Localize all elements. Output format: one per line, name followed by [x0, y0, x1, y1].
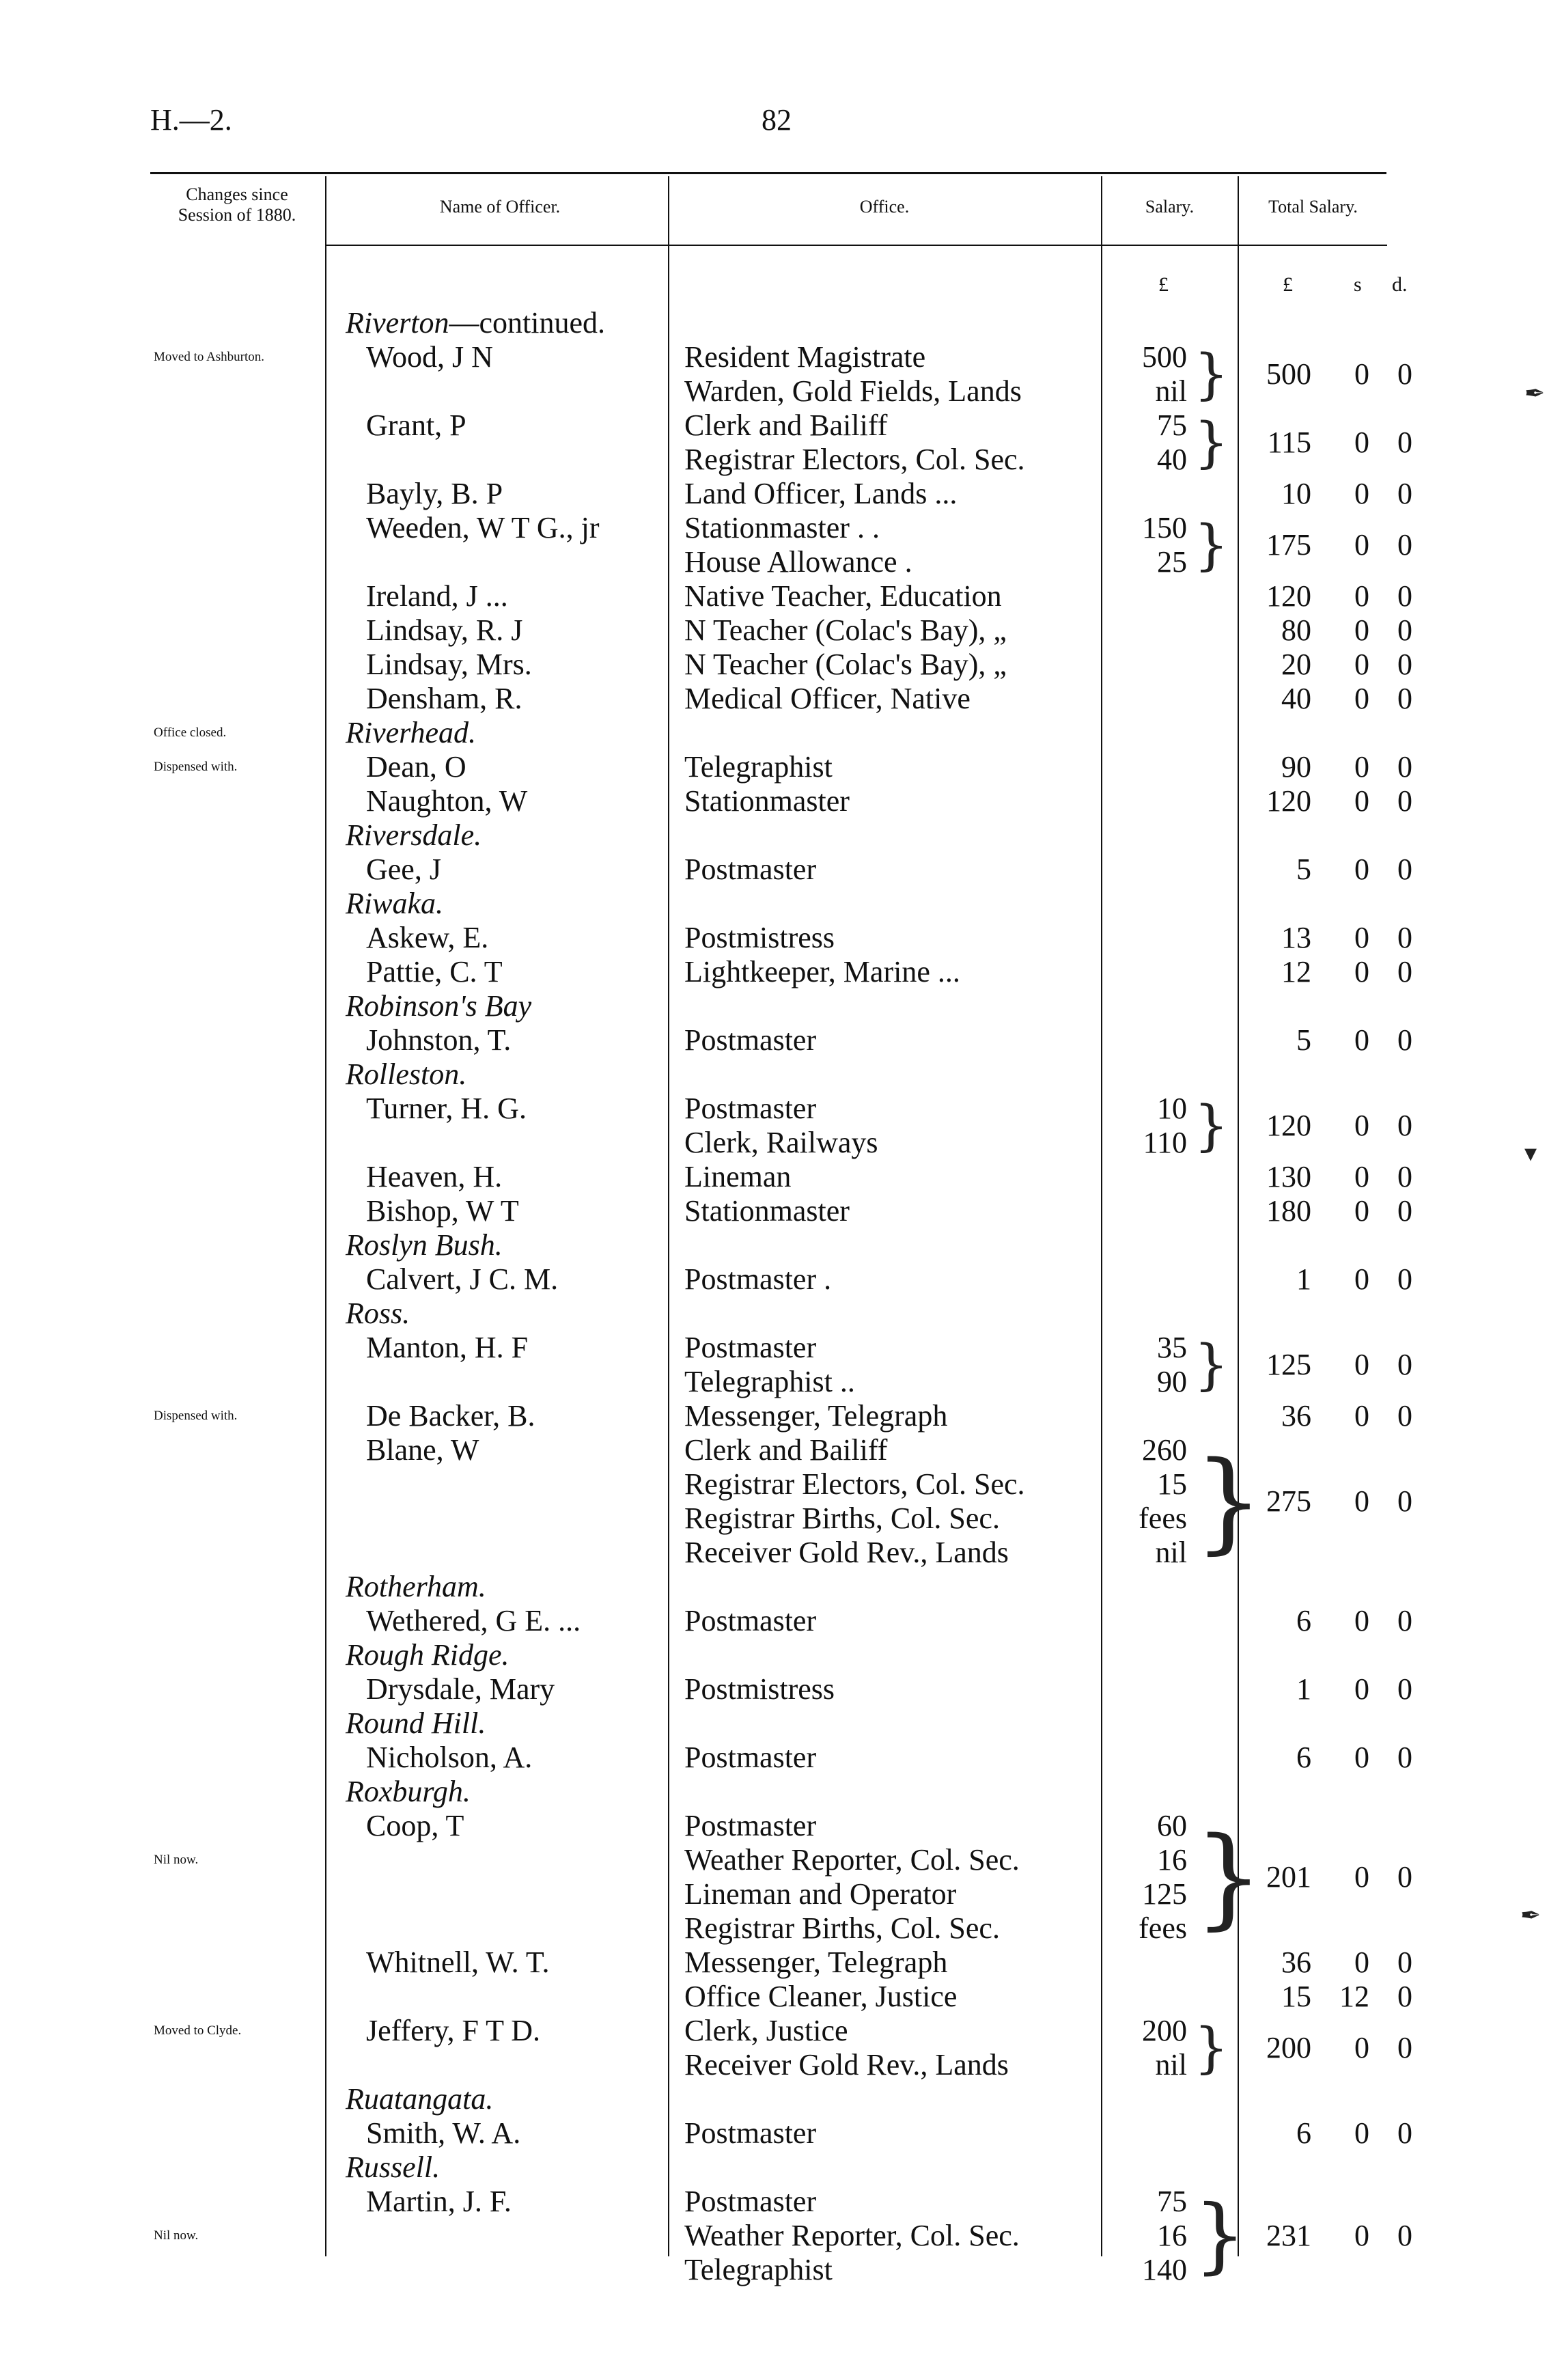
place-name: Ross.	[346, 1297, 410, 1330]
total-shillings: 0	[1354, 1348, 1369, 1381]
office-title: Postmaster	[684, 1741, 817, 1774]
office-title: Telegraphist ..	[684, 1365, 855, 1398]
total-pounds: 36	[1281, 1399, 1311, 1433]
total-pounds: 80	[1281, 613, 1311, 647]
salary-value: 16	[1157, 1843, 1187, 1877]
total-pounds: 20	[1281, 648, 1311, 681]
officer-name: Pattie, C. T	[366, 955, 503, 988]
total-pence: 0	[1397, 921, 1412, 954]
table-row	[0, 613, 1549, 648]
total-shillings: 12	[1339, 1980, 1369, 2013]
place-name: Roxburgh.	[346, 1775, 471, 1808]
salary-value: 16	[1157, 2219, 1187, 2252]
total-pounds: 5	[1296, 853, 1311, 886]
total-pence: 0	[1397, 682, 1412, 715]
officer-name: Manton, H. F	[366, 1331, 529, 1364]
total-pounds: 201	[1266, 1860, 1311, 1894]
office-title: Office Cleaner, Justice	[684, 1980, 958, 2013]
total-pence: 0	[1397, 648, 1412, 681]
change-note: Moved to Clyde.	[154, 2023, 242, 2038]
office-title: Stationmaster	[684, 784, 850, 818]
total-shillings: 0	[1354, 1672, 1369, 1706]
salary-value: 125	[1142, 1877, 1187, 1911]
officer-name: Dean, O	[366, 750, 466, 784]
total-pence: 0	[1397, 1194, 1412, 1228]
office-title: Warden, Gold Fields, Lands	[684, 374, 1022, 408]
table-row	[0, 306, 1549, 340]
place-name	[346, 306, 605, 340]
total-shillings: 0	[1354, 1946, 1369, 1979]
place-name: Robinson's Bay	[346, 989, 532, 1023]
officer-name: Ireland, J ...	[366, 579, 508, 613]
group-total-row	[0, 2219, 1549, 2253]
officer-name: Calvert, J C. M.	[366, 1262, 559, 1296]
salary-value: 200	[1142, 2014, 1187, 2047]
office-title: N Teacher (Colac's Bay), „	[684, 613, 1007, 647]
grouping-brace: }	[1194, 2016, 1229, 2079]
table-row	[0, 716, 1549, 750]
total-shillings: 0	[1354, 784, 1369, 818]
office-title: Postmistress	[684, 1672, 835, 1706]
total-pence: 0	[1397, 750, 1412, 784]
total-shillings: 0	[1354, 357, 1369, 391]
total-shillings: 0	[1354, 2219, 1369, 2252]
table-row	[0, 1775, 1549, 1809]
margin-mark: ✒	[1524, 380, 1546, 408]
place-name: Riversdale.	[346, 818, 482, 852]
total-shillings: 0	[1354, 1023, 1369, 1057]
table-row	[0, 1297, 1549, 1331]
grouping-brace: }	[1194, 1094, 1229, 1157]
col-name-header: Name of Officer.	[439, 197, 561, 217]
total-shillings: 0	[1354, 2031, 1369, 2064]
salary-value: fees	[1139, 1502, 1187, 1535]
total-pence: 0	[1397, 1484, 1412, 1518]
office-title: Clerk and Bailiff	[684, 1433, 888, 1467]
table-row	[0, 682, 1549, 716]
table-row	[0, 853, 1549, 887]
total-pence: 0	[1397, 579, 1412, 613]
office-title: Postmaster	[684, 2185, 817, 2218]
total-pounds: 12	[1281, 955, 1311, 988]
officer-name: Heaven, H.	[366, 1160, 503, 1193]
total-pence: 0	[1397, 528, 1412, 562]
grouping-brace: }	[1194, 1437, 1264, 1565]
total-pence: 0	[1397, 2031, 1412, 2064]
total-pence: 0	[1397, 426, 1412, 459]
office-title: Postmaster	[684, 1331, 817, 1364]
salary-value: 110	[1143, 1126, 1187, 1159]
col-total-header: Total Salary.	[1268, 197, 1358, 217]
table-row	[0, 1980, 1549, 2014]
total-shillings: 0	[1354, 1484, 1369, 1518]
group-total-row	[0, 528, 1549, 562]
office-title: Registrar Births, Col. Sec.	[684, 1502, 1000, 1535]
salary-value: 10	[1157, 1092, 1187, 1125]
table-row	[0, 2082, 1549, 2116]
total-pence: 0	[1397, 1109, 1412, 1142]
salary-value: 75	[1157, 409, 1187, 442]
office-title: Lineman and Operator	[684, 1877, 957, 1911]
officer-name: Askew, E.	[366, 921, 489, 954]
officer-name: Lindsay, R. J	[366, 613, 523, 647]
total-pounds: 6	[1296, 2116, 1311, 2150]
office-title: Weather Reporter, Col. Sec.	[684, 2219, 1020, 2252]
table-row	[0, 1638, 1549, 1672]
table-row	[0, 1399, 1549, 1433]
change-note: Dispensed with.	[154, 1409, 238, 1423]
officer-name: Coop, T	[366, 1809, 464, 1842]
officer-name: Johnston, T.	[366, 1023, 512, 1057]
table-row	[0, 1706, 1549, 1741]
table-row	[0, 1194, 1549, 1228]
continued-label: —continued.	[449, 306, 606, 340]
total-pounds: 6	[1296, 1604, 1311, 1637]
officer-name: Martin, J. F.	[366, 2185, 512, 2218]
office-title: Clerk, Railways	[684, 1126, 878, 1159]
total-pounds: 15	[1281, 1980, 1311, 2013]
grouping-brace: }	[1194, 1813, 1264, 1941]
officer-name: Jeffery, F T D.	[366, 2014, 541, 2047]
total-shillings: 0	[1354, 955, 1369, 988]
total-pounds: 1	[1296, 1262, 1311, 1296]
table-row	[0, 887, 1549, 921]
officer-name: Blane, W	[366, 1433, 479, 1467]
total-pounds: 175	[1266, 528, 1311, 562]
grouping-brace: }	[1194, 411, 1229, 474]
table-row	[0, 1570, 1549, 1604]
change-note: Nil now.	[154, 2228, 199, 2243]
salary-value: 75	[1157, 2185, 1187, 2218]
col-office-header: Office.	[859, 197, 910, 217]
total-pence: 0	[1397, 955, 1412, 988]
total-shillings: 0	[1354, 1604, 1369, 1637]
table-row	[0, 477, 1549, 511]
total-pence: 0	[1397, 1860, 1412, 1894]
office-title: Medical Officer, Native	[684, 682, 971, 715]
office-title: Telegraphist	[684, 2253, 833, 2286]
total-pence: 0	[1397, 1741, 1412, 1774]
total-pence: 0	[1397, 2116, 1412, 2150]
place-label: Riverton	[346, 306, 449, 340]
total-shillings: 0	[1354, 750, 1369, 784]
place-name: Rolleston.	[346, 1057, 467, 1091]
place-name: Roslyn Bush.	[346, 1228, 503, 1262]
table-row	[0, 1160, 1549, 1194]
total-shillings: 0	[1354, 2116, 1369, 2150]
officer-name: Wood, J N	[366, 340, 493, 374]
total-pence: 0	[1397, 613, 1412, 647]
total-shillings: 0	[1354, 921, 1369, 954]
salary-value: 25	[1157, 545, 1187, 579]
officer-name: Drysdale, Mary	[366, 1672, 555, 1706]
table-row	[0, 579, 1549, 613]
table-row	[0, 1262, 1549, 1297]
group-total-row	[0, 357, 1549, 391]
total-shillings: 0	[1354, 426, 1369, 459]
office-title: House Allowance .	[684, 545, 912, 579]
total-shillings: 0	[1354, 1399, 1369, 1433]
officer-name: Turner, H. G.	[366, 1092, 527, 1125]
office-title: Receiver Gold Rev., Lands	[684, 1536, 1009, 1569]
total-shillings: 0	[1354, 1741, 1369, 1774]
total-pence: 0	[1397, 784, 1412, 818]
officer-name: Weeden, W T G., jr	[366, 511, 600, 544]
document-code: H.—2.	[150, 103, 232, 137]
total-pence: 0	[1397, 1348, 1412, 1381]
salary-value: 500	[1142, 340, 1187, 374]
table-row	[0, 1228, 1549, 1262]
margin-mark: ✒	[1520, 1902, 1541, 1930]
office-title: Lineman	[684, 1160, 792, 1193]
salary-value: 35	[1157, 1331, 1187, 1364]
officer-name: Smith, W. A.	[366, 2116, 521, 2150]
officer-name: Bishop, W T	[366, 1194, 519, 1228]
place-name: Ruatangata.	[346, 2082, 494, 2116]
total-pounds: 180	[1266, 1194, 1311, 1228]
officer-name: Bayly, B. P	[366, 477, 503, 510]
office-title: Receiver Gold Rev., Lands	[684, 2048, 1009, 2081]
office-title: Postmaster	[684, 1092, 817, 1125]
col-salary-header: Salary.	[1145, 197, 1195, 217]
total-shillings-unit: s	[1354, 273, 1362, 296]
total-shillings: 0	[1354, 1262, 1369, 1296]
salary-value: 90	[1157, 1365, 1187, 1398]
place-name: Riwaka.	[346, 887, 443, 920]
salary-value: 260	[1142, 1433, 1187, 1467]
officer-name: Densham, R.	[366, 682, 522, 715]
group-total-row	[0, 1348, 1549, 1382]
total-pence: 0	[1397, 1946, 1412, 1979]
total-shillings: 0	[1354, 579, 1369, 613]
office-title: Postmaster .	[684, 1262, 832, 1296]
grouping-brace: }	[1194, 1333, 1229, 1396]
total-pounds: 125	[1266, 1348, 1311, 1381]
table-row	[0, 2185, 1549, 2219]
table-row	[0, 1057, 1549, 1092]
total-pence: 0	[1397, 1672, 1412, 1706]
total-pounds: 120	[1266, 784, 1311, 818]
margin-mark: ▾	[1524, 1139, 1537, 1167]
total-pounds: 200	[1266, 2031, 1311, 2064]
office-title: Postmaster	[684, 1604, 817, 1637]
officer-name: Wethered, G E. ...	[366, 1604, 581, 1637]
total-pounds: 13	[1281, 921, 1311, 954]
table-row	[0, 784, 1549, 818]
salary-value: 60	[1157, 1809, 1187, 1842]
total-pounds: 5	[1296, 1023, 1311, 1057]
total-pence: 0	[1397, 1023, 1412, 1057]
total-pence: 0	[1397, 1262, 1412, 1296]
total-pence: 0	[1397, 1399, 1412, 1433]
officer-name: Gee, J	[366, 853, 441, 886]
total-shillings: 0	[1354, 477, 1369, 510]
total-pounds: 36	[1281, 1946, 1311, 1979]
total-pence: 0	[1397, 357, 1412, 391]
total-shillings: 0	[1354, 1194, 1369, 1228]
office-title: Registrar Births, Col. Sec.	[684, 1911, 1000, 1945]
total-pence: 0	[1397, 2219, 1412, 2252]
total-pounds: 40	[1281, 682, 1311, 715]
change-note: Dispensed with.	[154, 760, 238, 774]
office-title: Postmistress	[684, 921, 835, 954]
total-shillings: 0	[1354, 853, 1369, 886]
total-shillings: 0	[1354, 1160, 1369, 1193]
table-row	[0, 1911, 1549, 1946]
officer-name: Grant, P	[366, 409, 466, 442]
table-row	[0, 1604, 1549, 1638]
office-title: Messenger, Telegraph	[684, 1399, 948, 1433]
salary-value: 150	[1142, 511, 1187, 544]
office-title: Registrar Electors, Col. Sec.	[684, 443, 1025, 476]
change-note: Moved to Ashburton.	[154, 350, 265, 364]
grouping-brace: }	[1194, 342, 1229, 406]
office-title: Stationmaster	[684, 1194, 850, 1228]
table-row	[0, 1946, 1549, 1980]
total-pounds: 1	[1296, 1672, 1311, 1706]
salary-value: fees	[1139, 1911, 1187, 1945]
office-title: Postmaster	[684, 1809, 817, 1842]
group-total-row	[0, 1484, 1549, 1519]
total-shillings: 0	[1354, 528, 1369, 562]
place-name: Rough Ridge.	[346, 1638, 510, 1672]
office-title: Land Officer, Lands ...	[684, 477, 958, 510]
office-title: N Teacher (Colac's Bay), „	[684, 648, 1007, 681]
table-row	[0, 1433, 1549, 1467]
table-row	[0, 2150, 1549, 2185]
place-name: Round Hill.	[346, 1706, 486, 1740]
office-title: Postmaster	[684, 1023, 817, 1057]
total-pence-unit: d.	[1392, 273, 1408, 296]
table-row	[0, 818, 1549, 853]
total-pounds: 275	[1266, 1484, 1311, 1518]
officer-name: Lindsay, Mrs.	[366, 648, 532, 681]
total-pence: 0	[1397, 477, 1412, 510]
table-row	[0, 1536, 1549, 1570]
group-total-row	[0, 426, 1549, 460]
total-pounds: 6	[1296, 1741, 1311, 1774]
table-row	[0, 1672, 1549, 1706]
office-title: Telegraphist	[684, 750, 833, 784]
group-total-row	[0, 2031, 1549, 2065]
office-title: Stationmaster . .	[684, 511, 880, 544]
salary-value: 15	[1157, 1467, 1187, 1501]
salary-value: nil	[1155, 374, 1187, 408]
total-pounds: 500	[1266, 357, 1311, 391]
total-pounds: 120	[1266, 579, 1311, 613]
total-pounds: 10	[1281, 477, 1311, 510]
total-shillings: 0	[1354, 1109, 1369, 1142]
page-number: 82	[762, 103, 792, 137]
place-name: Riverhead.	[346, 716, 477, 749]
group-total-row	[0, 1860, 1549, 1894]
office-title: Lightkeeper, Marine ...	[684, 955, 960, 988]
total-shillings: 0	[1354, 1860, 1369, 1894]
office-title: Weather Reporter, Col. Sec.	[684, 1843, 1020, 1877]
total-pounds: 130	[1266, 1160, 1311, 1193]
office-title: Resident Magistrate	[684, 340, 926, 374]
total-pence: 0	[1397, 1160, 1412, 1193]
total-pounds-unit: £	[1283, 273, 1293, 296]
grouping-brace: }	[1194, 2188, 1246, 2283]
table-row	[0, 648, 1549, 682]
officer-name: Nicholson, A.	[366, 1741, 533, 1774]
table-row	[0, 921, 1549, 955]
officer-name: De Backer, B.	[366, 1399, 535, 1433]
table-row	[0, 955, 1549, 989]
place-name: Russell.	[346, 2150, 441, 2184]
total-pounds: 115	[1267, 426, 1311, 459]
salary-value: nil	[1155, 2048, 1187, 2081]
total-pounds: 90	[1281, 750, 1311, 784]
salary-value: nil	[1155, 1536, 1187, 1569]
total-pence: 0	[1397, 1604, 1412, 1637]
total-shillings: 0	[1354, 682, 1369, 715]
place-name: Rotherham.	[346, 1570, 486, 1603]
grouping-brace: }	[1194, 513, 1229, 577]
total-pounds: 231	[1266, 2219, 1311, 2252]
office-title: Registrar Electors, Col. Sec.	[684, 1467, 1025, 1501]
total-pence: 0	[1397, 1980, 1412, 2013]
officer-name: Naughton, W	[366, 784, 528, 818]
salary-value: 140	[1142, 2253, 1187, 2286]
total-shillings: 0	[1354, 648, 1369, 681]
office-title: Messenger, Telegraph	[684, 1946, 948, 1979]
table-row	[0, 1741, 1549, 1775]
office-title: Postmaster	[684, 2116, 817, 2150]
office-title: Postmaster	[684, 853, 817, 886]
salary-value: 40	[1157, 443, 1187, 476]
total-shillings: 0	[1354, 613, 1369, 647]
table-row	[0, 1023, 1549, 1057]
officer-name: Whitnell, W. T.	[366, 1946, 550, 1979]
change-note: Nil now.	[154, 1853, 199, 1867]
office-title: Clerk and Bailiff	[684, 409, 888, 442]
table-row	[0, 2116, 1549, 2150]
table-row	[0, 2253, 1549, 2287]
salary-unit: £	[1158, 273, 1169, 296]
total-pence: 0	[1397, 853, 1412, 886]
table-row	[0, 1809, 1549, 1843]
office-title: Clerk, Justice	[684, 2014, 848, 2047]
table-row	[0, 989, 1549, 1023]
change-note: Office closed.	[154, 725, 227, 740]
col-changes-header: Changes since Session of 1880.	[178, 184, 296, 225]
table-row	[0, 750, 1549, 784]
office-title: Native Teacher, Education	[684, 579, 1002, 613]
group-total-row	[0, 1109, 1549, 1143]
total-pounds: 120	[1266, 1109, 1311, 1142]
